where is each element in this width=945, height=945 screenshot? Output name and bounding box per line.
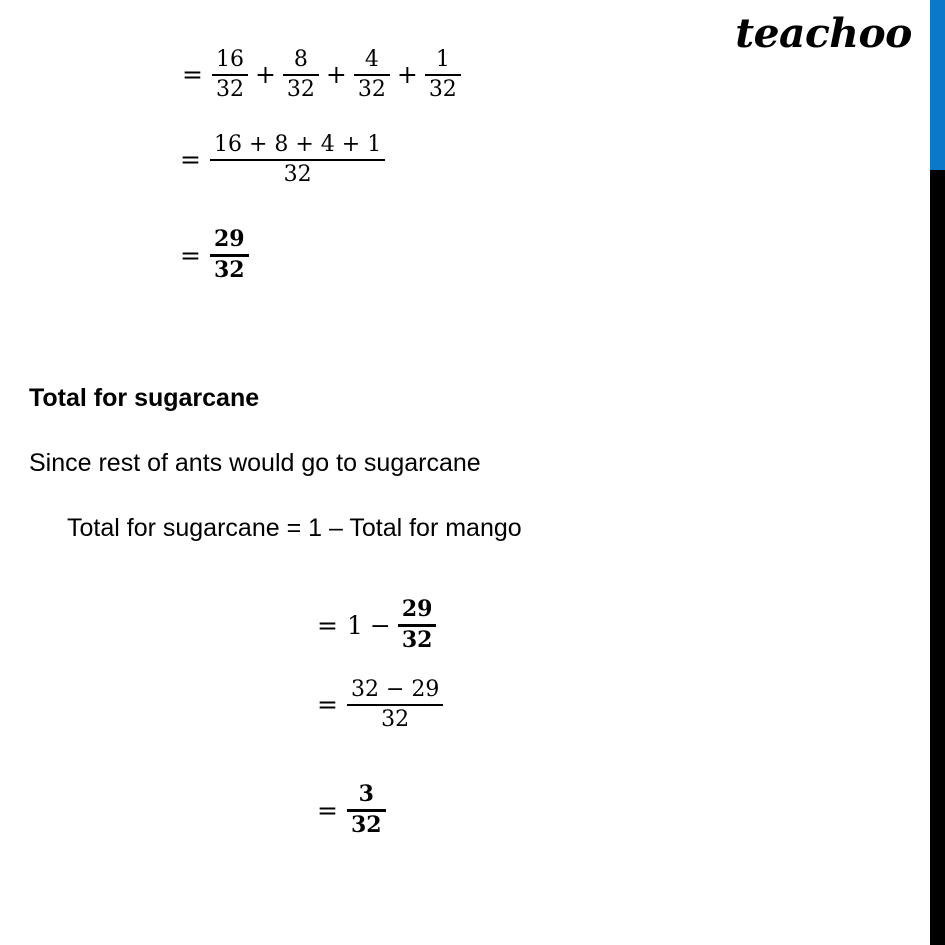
fraction-numerator: 16 + 8 + 4 + 1 <box>213 132 382 157</box>
fraction-denominator: 32 <box>381 706 410 732</box>
fraction-numerator: 32 − 29 <box>350 677 440 702</box>
minus-sign: − <box>369 610 391 640</box>
plus-sign: + <box>325 60 347 90</box>
fraction-4-32 <box>354 48 390 102</box>
fraction-denominator: 32 <box>350 811 382 838</box>
fraction-numerator: 16 <box>215 47 244 72</box>
fraction-denominator: 32 <box>215 76 244 102</box>
fraction-1-32 <box>425 48 461 102</box>
equation-line-3 <box>180 228 249 283</box>
fraction-29-32 <box>398 598 437 653</box>
plus-sign: + <box>396 60 418 90</box>
right-edge-accent-bar-black <box>930 170 945 945</box>
equals-sign: = <box>317 610 338 640</box>
equals-sign: = <box>180 145 201 175</box>
equation-line-1 <box>182 48 461 102</box>
equals-sign: = <box>317 795 338 825</box>
fraction-denominator: 32 <box>428 76 457 102</box>
fraction-numerator: 8 <box>293 47 308 72</box>
fraction-numerator: 29 <box>213 226 245 252</box>
fraction-denominator: 32 <box>286 76 315 102</box>
fraction-denominator: 32 <box>357 76 386 102</box>
equals-sign: = <box>180 240 201 270</box>
whole-number-one: 1 <box>346 610 363 640</box>
equation-line-2 <box>180 133 385 187</box>
fraction-3-32 <box>347 783 386 838</box>
fraction-denominator: 32 <box>283 161 312 187</box>
fraction-16-32 <box>212 48 248 102</box>
equation-line-4 <box>317 598 436 653</box>
statement-text: Since rest of ants would go to sugarcane <box>29 449 481 477</box>
fraction-difference-over-32 <box>347 678 443 732</box>
plus-sign: + <box>254 60 276 90</box>
equals-sign: = <box>317 690 338 720</box>
fraction-denominator: 32 <box>401 626 433 653</box>
formula-statement-text: Total for sugarcane = 1 – Total for mango <box>67 514 522 542</box>
equation-line-5 <box>317 678 443 732</box>
section-heading-total-for-sugarcane: Total for sugarcane <box>29 384 260 412</box>
fraction-8-32 <box>283 48 319 102</box>
fraction-denominator: 32 <box>213 256 245 283</box>
right-edge-accent-bar-blue <box>930 0 945 170</box>
teachoo-logo: teachoo <box>735 10 912 57</box>
equals-sign: = <box>182 60 203 90</box>
fraction-numerator: 4 <box>364 47 379 72</box>
fraction-29-32 <box>210 228 249 283</box>
fraction-numerator: 1 <box>435 47 450 72</box>
fraction-numerator: 29 <box>401 596 433 622</box>
fraction-numerator: 3 <box>358 781 374 807</box>
equation-line-6 <box>317 783 386 838</box>
fraction-sum-over-32 <box>210 133 385 187</box>
